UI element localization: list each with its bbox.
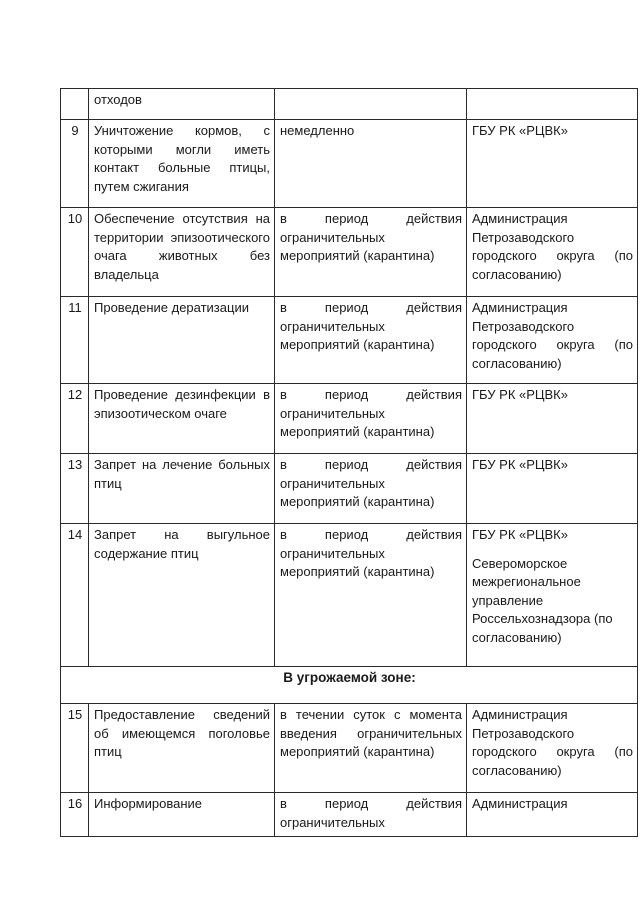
action-cell: Предоставление сведений об имеющемся поголовье птиц (89, 704, 275, 793)
action-cell: отходов (89, 89, 275, 120)
responsible-text: ГБУ РК «РЦВК» (472, 527, 568, 542)
table-row (61, 793, 638, 837)
table-row (61, 454, 638, 524)
responsible-text-secondary: Североморское межрегиональное управление Россельхознадзора (по согласованию) (472, 555, 613, 645)
action-cell: Информирование (89, 793, 275, 837)
action-cell: Уничтожение кормов, с которыми могли иметь контакт больные птицы, путем сжигания (89, 120, 275, 208)
row-number: 10 (61, 208, 89, 297)
row-number: 16 (61, 793, 89, 837)
responsible-cell (467, 524, 638, 667)
responsible-cell: Администрация Петрозаводского городского округа (по согласованию) (467, 208, 638, 297)
action-cell: Проведение дератизации (89, 297, 275, 384)
table-row (61, 297, 638, 384)
action-cell: Проведение дезинфекции в эпизоотическом очаге (89, 384, 275, 454)
term-cell: немедленно (275, 120, 467, 208)
row-number: 13 (61, 454, 89, 524)
table-row (61, 704, 638, 793)
action-cell: Запрет на лечение больных птиц (89, 454, 275, 524)
table-row (61, 120, 638, 208)
responsible-cell: ГБУ РК «РЦВК» (467, 120, 638, 208)
responsible-cell (467, 89, 638, 120)
table-row (61, 384, 638, 454)
responsible-cell: Администрация Петрозаводского городского округа (по согласованию) (467, 297, 638, 384)
row-number (61, 89, 89, 120)
table-row (61, 524, 638, 667)
row-number: 11 (61, 297, 89, 384)
table-row (61, 89, 638, 120)
zone-header-row (61, 667, 638, 704)
term-cell: в период действия ограничительных мероприятий (карантина) (275, 208, 467, 297)
term-cell: в период действия ограничительных мероприятий (карантина) (275, 454, 467, 524)
term-cell: в период действия ограничительных (275, 793, 467, 837)
row-number: 14 (61, 524, 89, 667)
term-cell: в период действия ограничительных мероприятий (карантина) (275, 297, 467, 384)
term-cell: в период действия ограничительных мероприятий (карантина) (275, 384, 467, 454)
responsible-cell: Администрация (467, 793, 638, 837)
row-number: 9 (61, 120, 89, 208)
table-row (61, 208, 638, 297)
action-cell: Запрет на выгульное содержание птиц (89, 524, 275, 667)
term-cell: в период действия ограничительных мероприятий (карантина) (275, 524, 467, 667)
term-cell (275, 89, 467, 120)
row-number: 12 (61, 384, 89, 454)
responsible-cell: Администрация Петрозаводского городского округа (по согласованию) (467, 704, 638, 793)
zone-header: В угрожаемой зоне: (61, 667, 638, 704)
action-cell: Обеспечение отсутствия на территории эпизоотического очага животных без владельца (89, 208, 275, 297)
term-cell: в течении суток с момента введения ограничительных мероприятий (карантина) (275, 704, 467, 793)
measures-table (60, 88, 638, 837)
responsible-cell: ГБУ РК «РЦВК» (467, 454, 638, 524)
responsible-cell: ГБУ РК «РЦВК» (467, 384, 638, 454)
row-number: 15 (61, 704, 89, 793)
